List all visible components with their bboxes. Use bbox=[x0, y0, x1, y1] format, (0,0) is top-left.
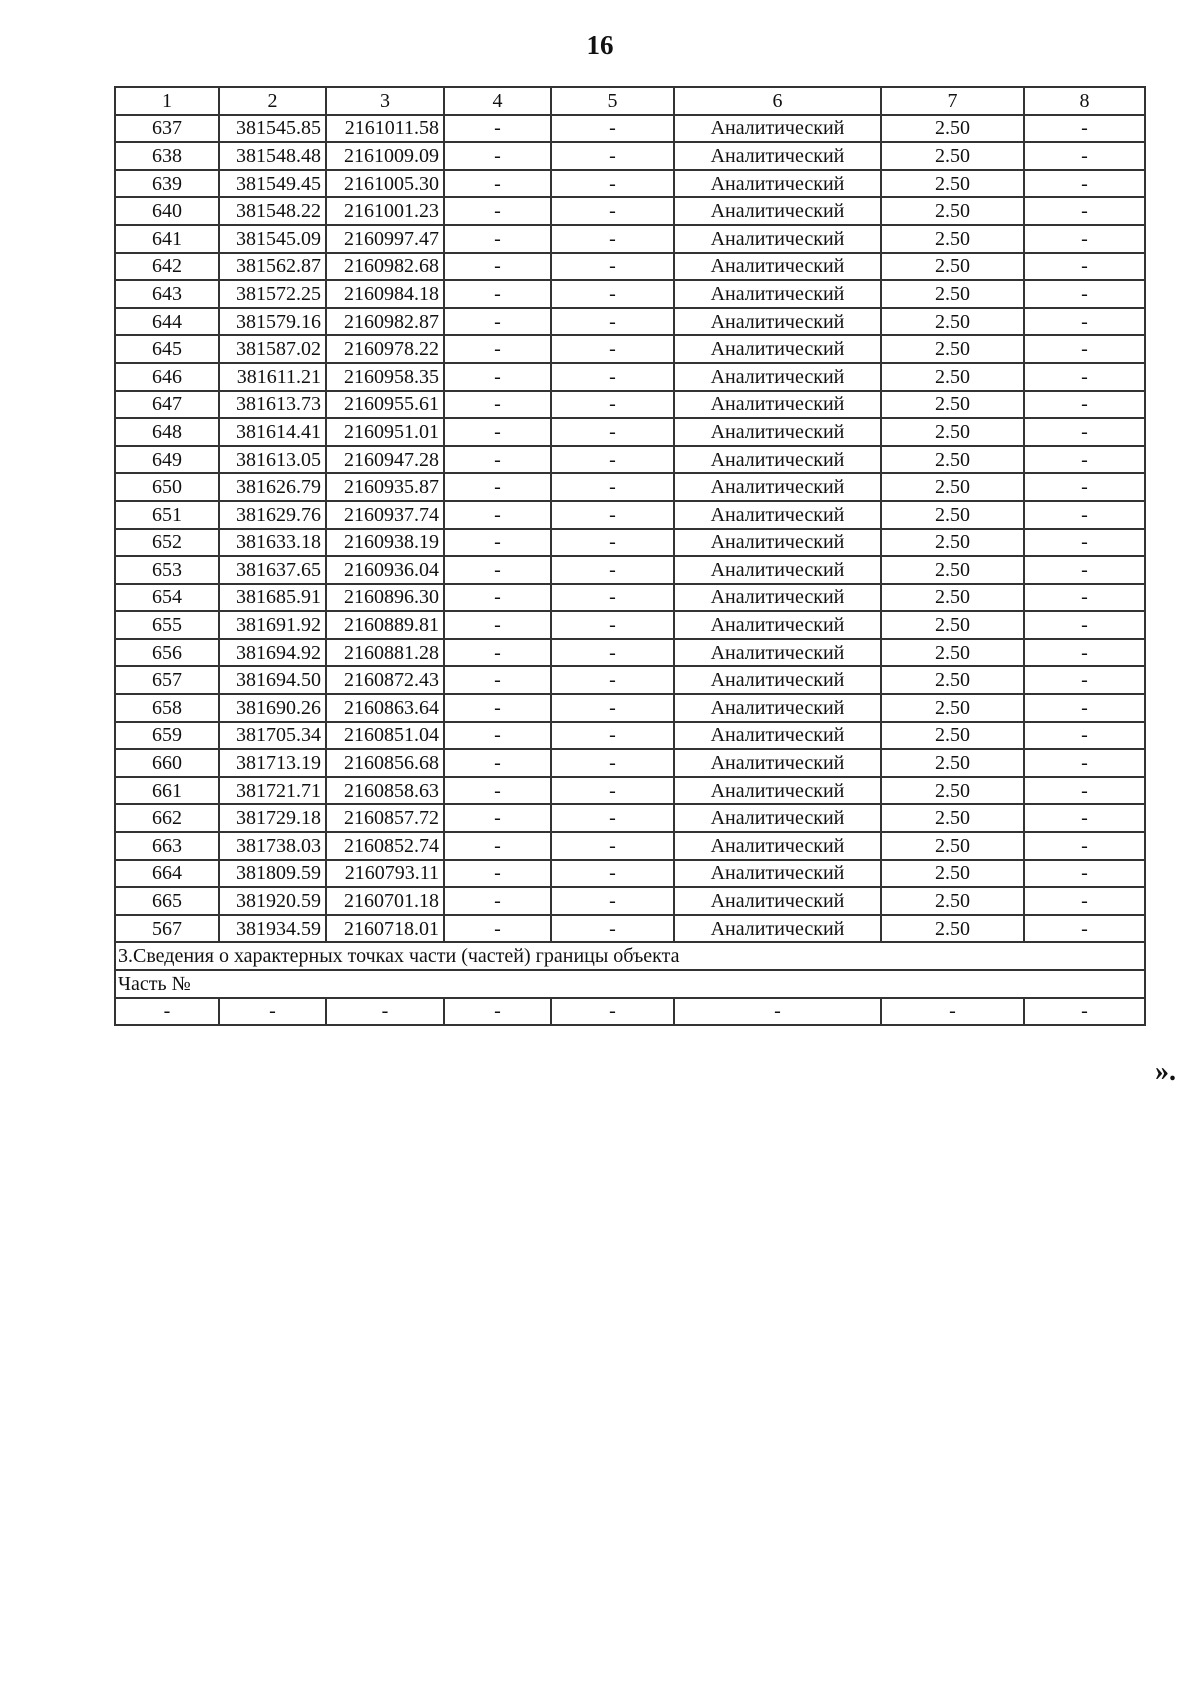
col5-cell: - bbox=[551, 666, 674, 694]
section-title-row bbox=[115, 942, 1145, 970]
point-number-cell: 644 bbox=[115, 308, 219, 336]
point-number-cell: 637 bbox=[115, 115, 219, 143]
col8-cell: - bbox=[1024, 611, 1145, 639]
col8-cell: - bbox=[1024, 473, 1145, 501]
point-number-cell: 641 bbox=[115, 225, 219, 253]
accuracy-cell: 2.50 bbox=[881, 666, 1024, 694]
point-number-cell: 657 bbox=[115, 666, 219, 694]
y-coordinate-cell: 2160951.01 bbox=[326, 418, 444, 446]
x-coordinate-cell: 381637.65 bbox=[219, 556, 326, 584]
point-number-cell: 658 bbox=[115, 694, 219, 722]
y-coordinate-cell: 2160863.64 bbox=[326, 694, 444, 722]
method-cell: Аналитический bbox=[674, 308, 881, 336]
col5-cell: - bbox=[551, 777, 674, 805]
method-cell: Аналитический bbox=[674, 722, 881, 750]
col5-cell: - bbox=[551, 639, 674, 667]
method-cell: Аналитический bbox=[674, 749, 881, 777]
col8-cell: - bbox=[1024, 197, 1145, 225]
table-row bbox=[115, 584, 1145, 612]
point-number-cell: 656 bbox=[115, 639, 219, 667]
y-coordinate-cell: 2160793.11 bbox=[326, 860, 444, 888]
empty-cell: - bbox=[326, 998, 444, 1026]
point-number-cell: 664 bbox=[115, 860, 219, 888]
x-coordinate-cell: 381934.59 bbox=[219, 915, 326, 943]
table-row bbox=[115, 115, 1145, 143]
col4-cell: - bbox=[444, 749, 551, 777]
method-cell: Аналитический bbox=[674, 335, 881, 363]
section-title: 3.Сведения о характерных точках части (частей) границы объекта bbox=[115, 942, 1145, 970]
col8-cell: - bbox=[1024, 804, 1145, 832]
table-row bbox=[115, 915, 1145, 943]
x-coordinate-cell: 381562.87 bbox=[219, 253, 326, 281]
x-coordinate-cell: 381633.18 bbox=[219, 529, 326, 557]
point-number-cell: 638 bbox=[115, 142, 219, 170]
x-coordinate-cell: 381685.91 bbox=[219, 584, 326, 612]
col5-cell: - bbox=[551, 887, 674, 915]
accuracy-cell: 2.50 bbox=[881, 280, 1024, 308]
col5-cell: - bbox=[551, 915, 674, 943]
boundary-points-table bbox=[114, 86, 1146, 1026]
y-coordinate-cell: 2160955.61 bbox=[326, 391, 444, 419]
col5-cell: - bbox=[551, 556, 674, 584]
point-number-cell: 643 bbox=[115, 280, 219, 308]
table-row bbox=[115, 749, 1145, 777]
point-number-cell: 663 bbox=[115, 832, 219, 860]
method-cell: Аналитический bbox=[674, 860, 881, 888]
x-coordinate-cell: 381549.45 bbox=[219, 170, 326, 198]
accuracy-cell: 2.50 bbox=[881, 115, 1024, 143]
col4-cell: - bbox=[444, 142, 551, 170]
accuracy-cell: 2.50 bbox=[881, 529, 1024, 557]
x-coordinate-cell: 381548.22 bbox=[219, 197, 326, 225]
col5-cell: - bbox=[551, 253, 674, 281]
col8-cell: - bbox=[1024, 639, 1145, 667]
col8-cell: - bbox=[1024, 529, 1145, 557]
col5-cell: - bbox=[551, 694, 674, 722]
col4-cell: - bbox=[444, 197, 551, 225]
point-number-cell: 640 bbox=[115, 197, 219, 225]
y-coordinate-cell: 2160935.87 bbox=[326, 473, 444, 501]
y-coordinate-cell: 2161001.23 bbox=[326, 197, 444, 225]
col8-cell: - bbox=[1024, 253, 1145, 281]
accuracy-cell: 2.50 bbox=[881, 722, 1024, 750]
col8-cell: - bbox=[1024, 694, 1145, 722]
point-number-cell: 639 bbox=[115, 170, 219, 198]
table-header-row bbox=[115, 87, 1145, 115]
col5-cell: - bbox=[551, 142, 674, 170]
accuracy-cell: 2.50 bbox=[881, 611, 1024, 639]
col5-cell: - bbox=[551, 584, 674, 612]
col8-cell: - bbox=[1024, 584, 1145, 612]
col5-cell: - bbox=[551, 170, 674, 198]
table-row bbox=[115, 197, 1145, 225]
col5-cell: - bbox=[551, 115, 674, 143]
col5-cell: - bbox=[551, 749, 674, 777]
table-row bbox=[115, 722, 1145, 750]
method-cell: Аналитический bbox=[674, 832, 881, 860]
method-cell: Аналитический bbox=[674, 142, 881, 170]
empty-data-row bbox=[115, 998, 1145, 1026]
accuracy-cell: 2.50 bbox=[881, 335, 1024, 363]
table-body bbox=[115, 87, 1145, 1025]
table-row bbox=[115, 666, 1145, 694]
y-coordinate-cell: 2160982.68 bbox=[326, 253, 444, 281]
point-number-cell: 652 bbox=[115, 529, 219, 557]
accuracy-cell: 2.50 bbox=[881, 473, 1024, 501]
x-coordinate-cell: 381809.59 bbox=[219, 860, 326, 888]
point-number-cell: 649 bbox=[115, 446, 219, 474]
x-coordinate-cell: 381694.92 bbox=[219, 639, 326, 667]
col5-cell: - bbox=[551, 363, 674, 391]
col4-cell: - bbox=[444, 832, 551, 860]
col8-cell: - bbox=[1024, 777, 1145, 805]
table-row bbox=[115, 170, 1145, 198]
x-coordinate-cell: 381614.41 bbox=[219, 418, 326, 446]
accuracy-cell: 2.50 bbox=[881, 363, 1024, 391]
col4-cell: - bbox=[444, 308, 551, 336]
x-coordinate-cell: 381611.21 bbox=[219, 363, 326, 391]
point-number-cell: 650 bbox=[115, 473, 219, 501]
x-coordinate-cell: 381691.92 bbox=[219, 611, 326, 639]
col4-cell: - bbox=[444, 418, 551, 446]
y-coordinate-cell: 2160982.87 bbox=[326, 308, 444, 336]
col4-cell: - bbox=[444, 694, 551, 722]
accuracy-cell: 2.50 bbox=[881, 639, 1024, 667]
col8-cell: - bbox=[1024, 225, 1145, 253]
col4-cell: - bbox=[444, 887, 551, 915]
point-number-cell: 659 bbox=[115, 722, 219, 750]
empty-cell: - bbox=[444, 998, 551, 1026]
method-cell: Аналитический bbox=[674, 446, 881, 474]
col4-cell: - bbox=[444, 115, 551, 143]
col8-cell: - bbox=[1024, 887, 1145, 915]
col4-cell: - bbox=[444, 556, 551, 584]
col8-cell: - bbox=[1024, 418, 1145, 446]
col8-cell: - bbox=[1024, 335, 1145, 363]
y-coordinate-cell: 2160896.30 bbox=[326, 584, 444, 612]
header-cell: 8 bbox=[1024, 87, 1145, 115]
y-coordinate-cell: 2160851.04 bbox=[326, 722, 444, 750]
method-cell: Аналитический bbox=[674, 115, 881, 143]
x-coordinate-cell: 381613.05 bbox=[219, 446, 326, 474]
col4-cell: - bbox=[444, 501, 551, 529]
method-cell: Аналитический bbox=[674, 363, 881, 391]
y-coordinate-cell: 2160997.47 bbox=[326, 225, 444, 253]
header-cell: 1 bbox=[115, 87, 219, 115]
header-cell: 2 bbox=[219, 87, 326, 115]
x-coordinate-cell: 381738.03 bbox=[219, 832, 326, 860]
col4-cell: - bbox=[444, 584, 551, 612]
point-number-cell: 642 bbox=[115, 253, 219, 281]
col4-cell: - bbox=[444, 804, 551, 832]
y-coordinate-cell: 2160889.81 bbox=[326, 611, 444, 639]
table-row bbox=[115, 225, 1145, 253]
col4-cell: - bbox=[444, 363, 551, 391]
accuracy-cell: 2.50 bbox=[881, 418, 1024, 446]
y-coordinate-cell: 2161009.09 bbox=[326, 142, 444, 170]
x-coordinate-cell: 381545.09 bbox=[219, 225, 326, 253]
method-cell: Аналитический bbox=[674, 887, 881, 915]
header-cell: 7 bbox=[881, 87, 1024, 115]
point-number-cell: 665 bbox=[115, 887, 219, 915]
method-cell: Аналитический bbox=[674, 391, 881, 419]
header-cell: 4 bbox=[444, 87, 551, 115]
empty-cell: - bbox=[115, 998, 219, 1026]
empty-cell: - bbox=[219, 998, 326, 1026]
col8-cell: - bbox=[1024, 501, 1145, 529]
table-row bbox=[115, 556, 1145, 584]
col8-cell: - bbox=[1024, 308, 1145, 336]
col4-cell: - bbox=[444, 280, 551, 308]
col4-cell: - bbox=[444, 529, 551, 557]
x-coordinate-cell: 381690.26 bbox=[219, 694, 326, 722]
accuracy-cell: 2.50 bbox=[881, 170, 1024, 198]
y-coordinate-cell: 2160881.28 bbox=[326, 639, 444, 667]
point-number-cell: 648 bbox=[115, 418, 219, 446]
header-cell: 3 bbox=[326, 87, 444, 115]
table-row bbox=[115, 142, 1145, 170]
point-number-cell: 662 bbox=[115, 804, 219, 832]
x-coordinate-cell: 381721.71 bbox=[219, 777, 326, 805]
col5-cell: - bbox=[551, 722, 674, 750]
method-cell: Аналитический bbox=[674, 804, 881, 832]
part-label: Часть № bbox=[115, 970, 1145, 998]
x-coordinate-cell: 381548.48 bbox=[219, 142, 326, 170]
x-coordinate-cell: 381713.19 bbox=[219, 749, 326, 777]
col4-cell: - bbox=[444, 860, 551, 888]
col4-cell: - bbox=[444, 335, 551, 363]
part-label-row bbox=[115, 970, 1145, 998]
closing-quote-mark: ». bbox=[1155, 1056, 1176, 1087]
method-cell: Аналитический bbox=[674, 666, 881, 694]
table-row bbox=[115, 694, 1145, 722]
method-cell: Аналитический bbox=[674, 501, 881, 529]
method-cell: Аналитический bbox=[674, 225, 881, 253]
y-coordinate-cell: 2160978.22 bbox=[326, 335, 444, 363]
point-number-cell: 654 bbox=[115, 584, 219, 612]
accuracy-cell: 2.50 bbox=[881, 142, 1024, 170]
point-number-cell: 647 bbox=[115, 391, 219, 419]
accuracy-cell: 2.50 bbox=[881, 749, 1024, 777]
point-number-cell: 567 bbox=[115, 915, 219, 943]
point-number-cell: 655 bbox=[115, 611, 219, 639]
method-cell: Аналитический bbox=[674, 611, 881, 639]
method-cell: Аналитический bbox=[674, 694, 881, 722]
x-coordinate-cell: 381694.50 bbox=[219, 666, 326, 694]
col4-cell: - bbox=[444, 639, 551, 667]
accuracy-cell: 2.50 bbox=[881, 915, 1024, 943]
accuracy-cell: 2.50 bbox=[881, 777, 1024, 805]
empty-cell: - bbox=[551, 998, 674, 1026]
col5-cell: - bbox=[551, 529, 674, 557]
y-coordinate-cell: 2160852.74 bbox=[326, 832, 444, 860]
col4-cell: - bbox=[444, 225, 551, 253]
col4-cell: - bbox=[444, 253, 551, 281]
accuracy-cell: 2.50 bbox=[881, 501, 1024, 529]
table-row bbox=[115, 860, 1145, 888]
method-cell: Аналитический bbox=[674, 556, 881, 584]
col4-cell: - bbox=[444, 391, 551, 419]
table-row bbox=[115, 804, 1145, 832]
point-number-cell: 651 bbox=[115, 501, 219, 529]
page-number: 16 bbox=[586, 30, 614, 60]
table-row bbox=[115, 308, 1145, 336]
table-row bbox=[115, 639, 1145, 667]
accuracy-cell: 2.50 bbox=[881, 253, 1024, 281]
col5-cell: - bbox=[551, 280, 674, 308]
table-row bbox=[115, 418, 1145, 446]
table-row bbox=[115, 391, 1145, 419]
accuracy-cell: 2.50 bbox=[881, 584, 1024, 612]
col8-cell: - bbox=[1024, 749, 1145, 777]
x-coordinate-cell: 381629.76 bbox=[219, 501, 326, 529]
x-coordinate-cell: 381626.79 bbox=[219, 473, 326, 501]
col8-cell: - bbox=[1024, 722, 1145, 750]
method-cell: Аналитический bbox=[674, 529, 881, 557]
col5-cell: - bbox=[551, 501, 674, 529]
x-coordinate-cell: 381613.73 bbox=[219, 391, 326, 419]
col4-cell: - bbox=[444, 666, 551, 694]
y-coordinate-cell: 2160936.04 bbox=[326, 556, 444, 584]
y-coordinate-cell: 2160857.72 bbox=[326, 804, 444, 832]
x-coordinate-cell: 381920.59 bbox=[219, 887, 326, 915]
col4-cell: - bbox=[444, 611, 551, 639]
table-row bbox=[115, 887, 1145, 915]
method-cell: Аналитический bbox=[674, 584, 881, 612]
col4-cell: - bbox=[444, 473, 551, 501]
accuracy-cell: 2.50 bbox=[881, 225, 1024, 253]
table-row bbox=[115, 253, 1145, 281]
x-coordinate-cell: 381587.02 bbox=[219, 335, 326, 363]
table-row bbox=[115, 529, 1145, 557]
col8-cell: - bbox=[1024, 280, 1145, 308]
y-coordinate-cell: 2160938.19 bbox=[326, 529, 444, 557]
method-cell: Аналитический bbox=[674, 639, 881, 667]
y-coordinate-cell: 2160701.18 bbox=[326, 887, 444, 915]
method-cell: Аналитический bbox=[674, 197, 881, 225]
y-coordinate-cell: 2160958.35 bbox=[326, 363, 444, 391]
method-cell: Аналитический bbox=[674, 418, 881, 446]
x-coordinate-cell: 381729.18 bbox=[219, 804, 326, 832]
empty-cell: - bbox=[674, 998, 881, 1026]
col8-cell: - bbox=[1024, 860, 1145, 888]
table-row bbox=[115, 611, 1145, 639]
col5-cell: - bbox=[551, 860, 674, 888]
col5-cell: - bbox=[551, 335, 674, 363]
accuracy-cell: 2.50 bbox=[881, 391, 1024, 419]
empty-cell: - bbox=[881, 998, 1024, 1026]
accuracy-cell: 2.50 bbox=[881, 694, 1024, 722]
col5-cell: - bbox=[551, 225, 674, 253]
point-number-cell: 645 bbox=[115, 335, 219, 363]
col5-cell: - bbox=[551, 391, 674, 419]
point-number-cell: 653 bbox=[115, 556, 219, 584]
col5-cell: - bbox=[551, 446, 674, 474]
col5-cell: - bbox=[551, 611, 674, 639]
y-coordinate-cell: 2160947.28 bbox=[326, 446, 444, 474]
table-row bbox=[115, 446, 1145, 474]
y-coordinate-cell: 2160984.18 bbox=[326, 280, 444, 308]
accuracy-cell: 2.50 bbox=[881, 197, 1024, 225]
accuracy-cell: 2.50 bbox=[881, 308, 1024, 336]
y-coordinate-cell: 2160872.43 bbox=[326, 666, 444, 694]
method-cell: Аналитический bbox=[674, 253, 881, 281]
y-coordinate-cell: 2160858.63 bbox=[326, 777, 444, 805]
col4-cell: - bbox=[444, 446, 551, 474]
accuracy-cell: 2.50 bbox=[881, 804, 1024, 832]
col5-cell: - bbox=[551, 804, 674, 832]
col8-cell: - bbox=[1024, 556, 1145, 584]
col4-cell: - bbox=[444, 915, 551, 943]
point-number-cell: 646 bbox=[115, 363, 219, 391]
empty-cell: - bbox=[1024, 998, 1145, 1026]
col5-cell: - bbox=[551, 832, 674, 860]
col8-cell: - bbox=[1024, 170, 1145, 198]
accuracy-cell: 2.50 bbox=[881, 860, 1024, 888]
y-coordinate-cell: 2161005.30 bbox=[326, 170, 444, 198]
table-row bbox=[115, 501, 1145, 529]
y-coordinate-cell: 2160718.01 bbox=[326, 915, 444, 943]
header-cell: 6 bbox=[674, 87, 881, 115]
point-number-cell: 661 bbox=[115, 777, 219, 805]
header-cell: 5 bbox=[551, 87, 674, 115]
col8-cell: - bbox=[1024, 446, 1145, 474]
method-cell: Аналитический bbox=[674, 170, 881, 198]
col5-cell: - bbox=[551, 308, 674, 336]
method-cell: Аналитический bbox=[674, 915, 881, 943]
col8-cell: - bbox=[1024, 363, 1145, 391]
accuracy-cell: 2.50 bbox=[881, 446, 1024, 474]
col8-cell: - bbox=[1024, 115, 1145, 143]
col5-cell: - bbox=[551, 473, 674, 501]
col8-cell: - bbox=[1024, 391, 1145, 419]
x-coordinate-cell: 381572.25 bbox=[219, 280, 326, 308]
accuracy-cell: 2.50 bbox=[881, 832, 1024, 860]
col8-cell: - bbox=[1024, 915, 1145, 943]
x-coordinate-cell: 381579.16 bbox=[219, 308, 326, 336]
table-row bbox=[115, 363, 1145, 391]
table-row bbox=[115, 335, 1145, 363]
y-coordinate-cell: 2161011.58 bbox=[326, 115, 444, 143]
col5-cell: - bbox=[551, 197, 674, 225]
col4-cell: - bbox=[444, 777, 551, 805]
point-number-cell: 660 bbox=[115, 749, 219, 777]
y-coordinate-cell: 2160856.68 bbox=[326, 749, 444, 777]
method-cell: Аналитический bbox=[674, 473, 881, 501]
table-row bbox=[115, 473, 1145, 501]
x-coordinate-cell: 381545.85 bbox=[219, 115, 326, 143]
col8-cell: - bbox=[1024, 142, 1145, 170]
col5-cell: - bbox=[551, 418, 674, 446]
accuracy-cell: 2.50 bbox=[881, 887, 1024, 915]
y-coordinate-cell: 2160937.74 bbox=[326, 501, 444, 529]
col8-cell: - bbox=[1024, 666, 1145, 694]
table-row bbox=[115, 832, 1145, 860]
col4-cell: - bbox=[444, 722, 551, 750]
method-cell: Аналитический bbox=[674, 777, 881, 805]
col4-cell: - bbox=[444, 170, 551, 198]
table-row bbox=[115, 777, 1145, 805]
col8-cell: - bbox=[1024, 832, 1145, 860]
table-row bbox=[115, 280, 1145, 308]
x-coordinate-cell: 381705.34 bbox=[219, 722, 326, 750]
method-cell: Аналитический bbox=[674, 280, 881, 308]
accuracy-cell: 2.50 bbox=[881, 556, 1024, 584]
